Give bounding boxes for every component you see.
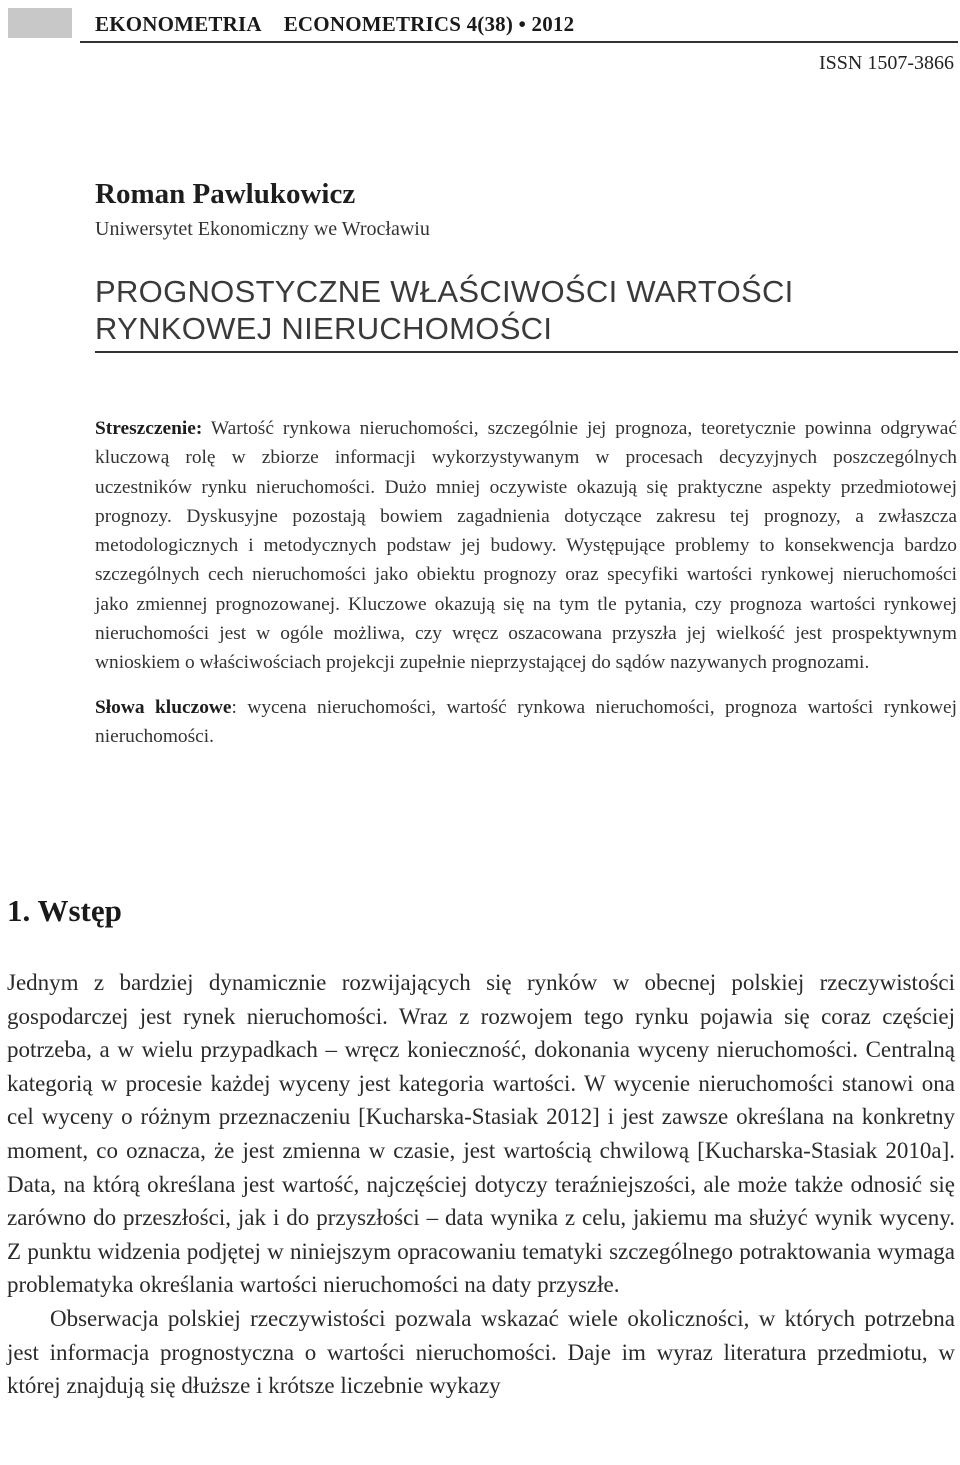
section-heading: 1. Wstęp <box>7 893 122 928</box>
abstract-text: Wartość rynkowa nieruchomości, szczególnie jej prognoza, teoretycznie powinna odgrywać kluczową rolę w zbiorze informacji wykorzystywanym w procesach decyzyjnych poszczególnych uczestników rynku nieruchomości. Dużo mniej oczywiste okazują się praktyczne aspekty przedmiotowej prognozy. Dyskusyjne pozostają bowiem zagadnienia dotyczące zakresu tej prognozy, a zwłaszcza metodologicznych i metodycznych podstaw jej budowy. Występujące problemy to konsekwencja bardzo szczególnych cech nieruchomości jako obiektu prognozy oraz specyfiki wartości rynkowej nieruchomości jako zmiennej prognozowanej. Kluczowe okazują się na tym tle pytania, czy prognoza wartości rynkowej nieruchomości jest w ogóle możliwa, czy wręcz oszacowana przyszła jej wielkość jest prospektywnym wnioskiem o właściwościach projekcji zupełnie nieprzystającej do sądów nazywanych prognozami. <box>95 418 957 674</box>
journal-name-en: ECONOMETRICS 4(38) • 2012 <box>283 12 575 36</box>
title-line-2: RYNKOWEJ NIERUCHOMOŚCI <box>95 311 553 346</box>
abstract <box>95 414 957 751</box>
article-title <box>95 273 955 347</box>
header-rule <box>80 41 958 43</box>
keywords-label: Słowa kluczowe <box>95 696 232 718</box>
title-rule <box>95 351 958 353</box>
journal-name-pl: EKONOMETRIA <box>95 12 262 36</box>
abstract-paragraph <box>95 414 957 678</box>
author-name: Roman Pawlukowicz <box>95 178 356 210</box>
keywords-paragraph <box>95 693 957 752</box>
body-paragraph-1: Jednym z bardziej dynamicznie rozwijających się rynków w obecnej polskiej rzeczywistości gospodarczej jest rynek nieruchomości. Wraz z rozwojem tego rynku pojawia się coraz częściej potrzeba, a w wielu przypadkach – wręcz konieczność, dokonania wyceny nieruchomości. Centralną kategorią w procesie każdej wyceny jest kategoria wartości. W wycenie nieruchomości stanowi ona cel wyceny o różnym przeznaczeniu [Kucharska-Stasiak 2012] i jest zawsze określana na konkretny moment, co oznacza, że jest zmienna w czasie, jest wartością chwilową [Kucharska-Stasiak 2010a]. Data, na którą określana jest wartość, najczęściej dotyczy teraźniejszości, ale może także odnosić się zarówno do przeszłości, jak i do przyszłości – data wynika z celu, jakiemu ma służyć wynik wyceny. Z punktu widzenia podjętej w niniejszym opracowaniu tematyki szczególnego potraktowania wymaga problematyka określania wartości nieruchomości na daty przyszłe. <box>7 970 955 1298</box>
abstract-label: Streszczenie: <box>95 418 203 439</box>
journal-header <box>95 12 596 37</box>
issn: ISSN 1507-3866 <box>818 52 954 74</box>
body-paragraph-2: Obserwacja polskiej rzeczywistości pozwala wskazać wiele okoliczności, w których potrzebna jest informacja prognostyczna o wartości nieruchomości. Daje im wyraz literatura przedmiotu, w której znajdują się dłuższe i krótsze liczebnie wykazy <box>7 1305 955 1399</box>
author-affiliation: Uniwersytet Ekonomiczny we Wrocławiu <box>95 218 430 240</box>
keywords-text: : wycena nieruchomości, wartość rynkowa nieruchomości, prognoza wartości rynkowej nieruchomości. <box>95 696 957 747</box>
title-line-1: PROGNOSTYCZNE WŁAŚCIWOŚCI WARTOŚCI <box>95 274 794 309</box>
section-body <box>7 966 955 1403</box>
header-gray-block <box>8 8 72 38</box>
